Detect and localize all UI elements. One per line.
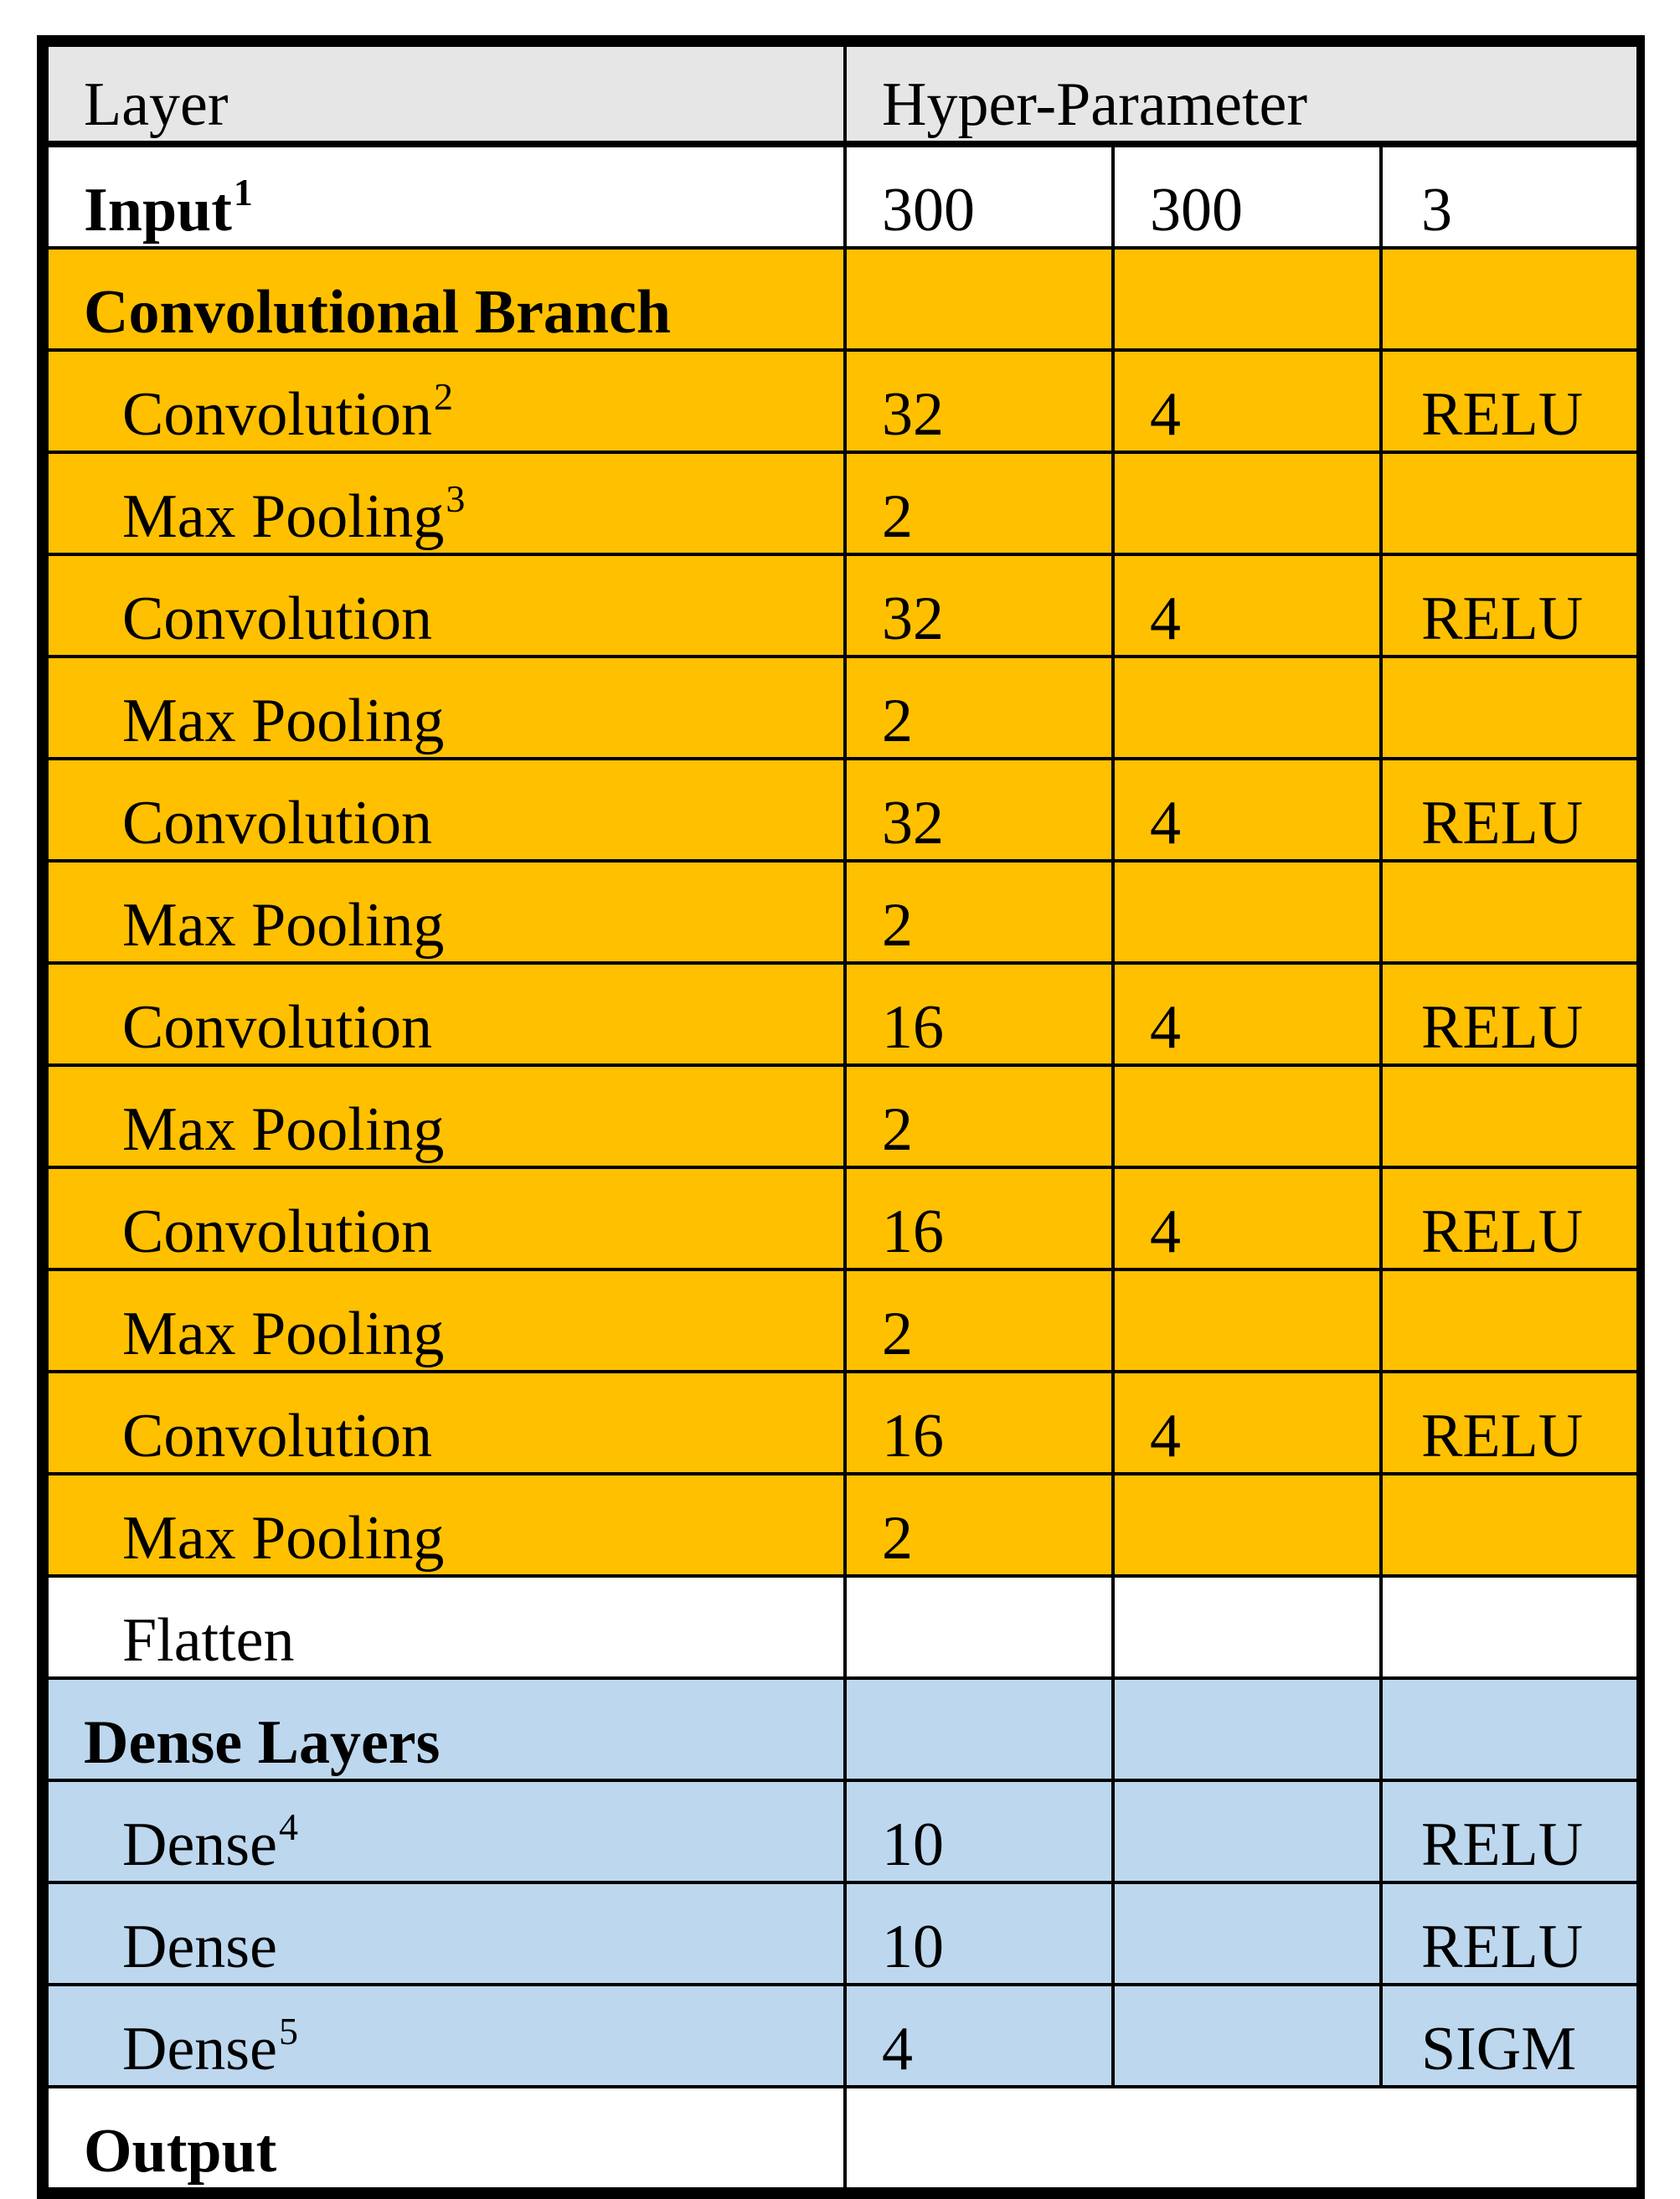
layer-cell (47, 1576, 845, 1678)
activation-cell (1381, 1678, 1638, 1780)
param-cell: 2 (845, 1065, 1113, 1167)
activation-cell (1381, 657, 1638, 759)
layer-cell (47, 1474, 845, 1576)
hyperparameter-table (37, 35, 1645, 2199)
param-cell: 4 (1113, 554, 1381, 657)
activation-cell (1381, 1474, 1638, 1576)
output-params-cell (845, 2087, 1638, 2189)
layer-label: Max Pooling (122, 1300, 445, 1368)
layer-cell (47, 2087, 845, 2189)
table-row (47, 350, 1638, 452)
table-row (47, 1269, 1638, 1372)
param-cell: 10 (845, 1780, 1113, 1882)
activation-cell: RELU (1381, 963, 1638, 1065)
param-cell (845, 248, 1113, 350)
table-row (47, 554, 1638, 657)
layer-cell (47, 1269, 845, 1372)
header-layer: Layer (47, 45, 845, 144)
param-cell: 4 (1113, 1372, 1381, 1474)
param-cell: 2 (845, 861, 1113, 963)
param-cell: 32 (845, 554, 1113, 657)
layer-label: Flatten (122, 1606, 295, 1675)
param-cell (1113, 1780, 1381, 1882)
param-cell: 32 (845, 350, 1113, 452)
param-cell (845, 1678, 1113, 1780)
layer-cell (47, 1780, 845, 1882)
param-cell: 4 (1113, 759, 1381, 861)
table-body (47, 45, 1638, 2189)
layer-label: Convolution (122, 789, 433, 857)
layer-cell (47, 554, 845, 657)
table-row (47, 1882, 1638, 1985)
header-row (47, 45, 1638, 144)
param-cell: 300 (1113, 144, 1381, 248)
param-cell (1113, 248, 1381, 350)
param-cell: 16 (845, 963, 1113, 1065)
activation-cell: RELU (1381, 350, 1638, 452)
layer-label: Convolution (122, 1402, 433, 1470)
layer-cell (47, 144, 845, 248)
param-cell: 4 (845, 1985, 1113, 2087)
layer-label: Input (84, 176, 232, 245)
table-row (47, 1985, 1638, 2087)
layer-cell (47, 350, 845, 452)
footnote-marker: 3 (446, 477, 466, 520)
param-cell (1113, 1474, 1381, 1576)
layer-cell (47, 759, 845, 861)
layer-cell (47, 657, 845, 759)
layer-label: Max Pooling (122, 1504, 445, 1573)
table-row (47, 248, 1638, 350)
activation-cell: RELU (1381, 1882, 1638, 1985)
layer-label: Convolution (122, 993, 433, 1062)
activation-cell (1381, 861, 1638, 963)
param-cell (1113, 1985, 1381, 2087)
param-cell: 16 (845, 1167, 1113, 1269)
param-cell: 32 (845, 759, 1113, 861)
activation-cell: 3 (1381, 144, 1638, 248)
param-cell: 300 (845, 144, 1113, 248)
layer-cell (47, 861, 845, 963)
param-cell: 16 (845, 1372, 1113, 1474)
layer-label: Convolution (122, 585, 433, 653)
param-cell: 10 (845, 1882, 1113, 1985)
layer-cell (47, 1882, 845, 1985)
footnote-marker: 4 (278, 1805, 298, 1848)
layer-cell (47, 248, 845, 350)
activation-cell: SIGM (1381, 1985, 1638, 2087)
param-cell (1113, 1882, 1381, 1985)
layer-cell (47, 1985, 845, 2087)
table-row (47, 1474, 1638, 1576)
param-cell (1113, 861, 1381, 963)
layer-label: Output (84, 2117, 277, 2186)
activation-cell (1381, 248, 1638, 350)
footnote-marker: 2 (434, 375, 454, 418)
table-row (47, 452, 1638, 554)
layer-cell (47, 452, 845, 554)
layer-cell (47, 1678, 845, 1780)
activation-cell: RELU (1381, 1780, 1638, 1882)
table-row (47, 144, 1638, 248)
param-cell (1113, 452, 1381, 554)
layer-label: Dense (122, 1913, 277, 1981)
layer-cell (47, 1167, 845, 1269)
layer-label: Dense (122, 2015, 277, 2083)
param-cell (1113, 1576, 1381, 1678)
layer-label: Convolution (122, 380, 433, 449)
activation-cell (1381, 1269, 1638, 1372)
activation-cell (1381, 1576, 1638, 1678)
layer-label: Max Pooling (122, 482, 445, 551)
layer-label: Dense (122, 1810, 277, 1879)
table-row (47, 1372, 1638, 1474)
layer-label: Max Pooling (122, 687, 445, 755)
activation-cell: RELU (1381, 1167, 1638, 1269)
param-cell (1113, 657, 1381, 759)
layer-cell (47, 1065, 845, 1167)
param-cell (1113, 1678, 1381, 1780)
param-cell: 2 (845, 1269, 1113, 1372)
hyperparameter-table-grid (45, 44, 1640, 2191)
layer-label: Dense Layers (84, 1708, 441, 1777)
table-row (47, 2087, 1638, 2189)
param-cell: 2 (845, 452, 1113, 554)
param-cell (1113, 1065, 1381, 1167)
table-row (47, 1576, 1638, 1678)
param-cell (1113, 1269, 1381, 1372)
table-row (47, 1678, 1638, 1780)
table-row (47, 657, 1638, 759)
param-cell: 4 (1113, 963, 1381, 1065)
activation-cell: RELU (1381, 759, 1638, 861)
layer-cell (47, 963, 845, 1065)
table-row (47, 1780, 1638, 1882)
table-row (47, 861, 1638, 963)
activation-cell: RELU (1381, 554, 1638, 657)
footnote-marker: 1 (233, 171, 253, 214)
table-row (47, 963, 1638, 1065)
layer-cell (47, 1372, 845, 1474)
param-cell (845, 1576, 1113, 1678)
layer-label: Convolutional Branch (84, 278, 672, 347)
param-cell: 4 (1113, 1167, 1381, 1269)
activation-cell (1381, 452, 1638, 554)
activation-cell (1381, 1065, 1638, 1167)
param-cell: 4 (1113, 350, 1381, 452)
table-row (47, 759, 1638, 861)
table-row (47, 1167, 1638, 1269)
param-cell: 2 (845, 1474, 1113, 1576)
footnote-marker: 5 (278, 2010, 298, 2052)
layer-label: Max Pooling (122, 1095, 445, 1164)
param-cell: 2 (845, 657, 1113, 759)
layer-label: Convolution (122, 1197, 433, 1266)
header-hyper-parameter: Hyper-Parameter (845, 45, 1638, 144)
activation-cell: RELU (1381, 1372, 1638, 1474)
table-row (47, 1065, 1638, 1167)
layer-label: Max Pooling (122, 891, 445, 960)
